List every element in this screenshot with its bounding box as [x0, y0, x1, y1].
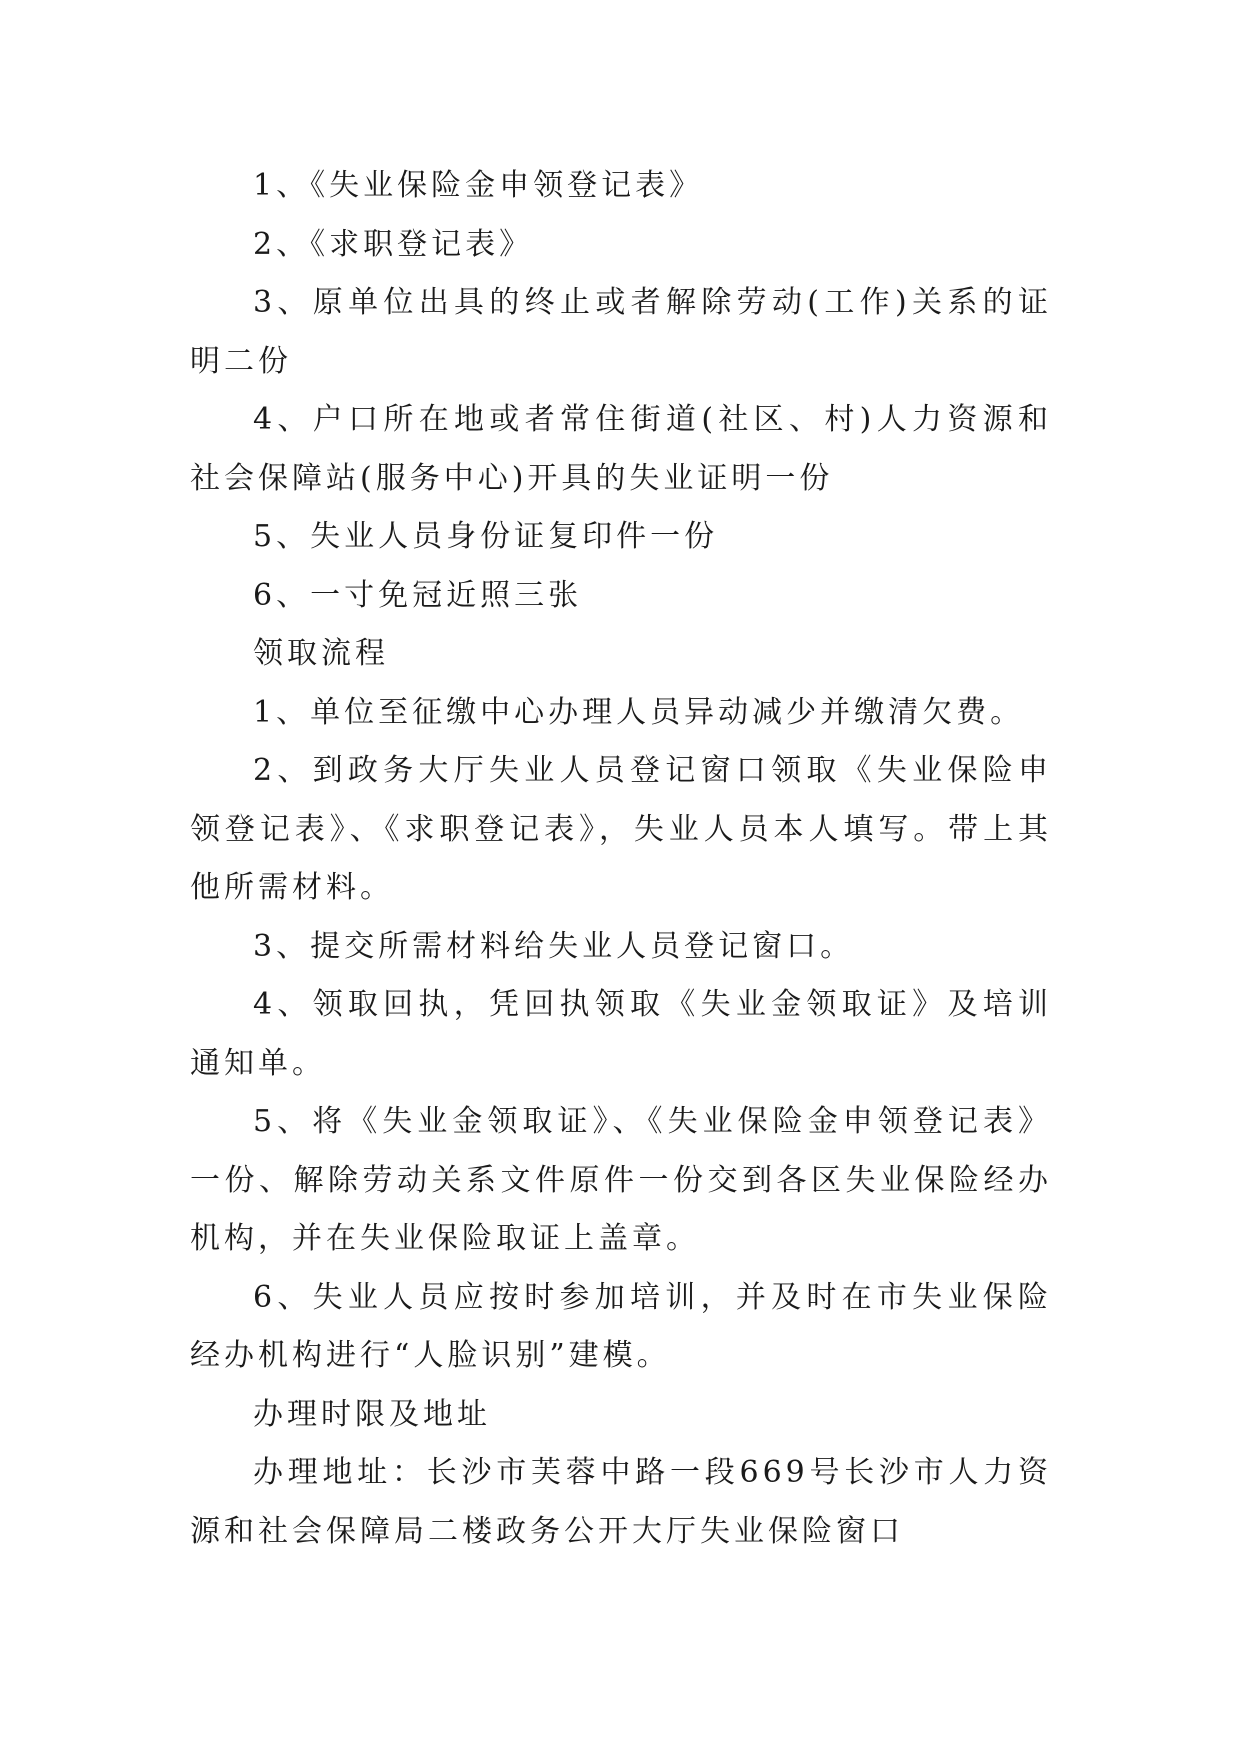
- process-step-3: 3、提交所需材料给失业人员登记窗口。: [253, 928, 855, 964]
- process-step-6: 6、失业人员应按时参加培训，并及时在市失业保险经办机构进行“人脸识别”建模。: [190, 1279, 1052, 1373]
- material-item-6: 6、一寸免冠近照三张: [253, 577, 583, 613]
- document-body: [190, 157, 1052, 1561]
- process-step-1: 1、单位至征缴中心办理人员异动减少并缴清欠费。: [253, 694, 1025, 730]
- material-item-2: 2、《求职登记表》: [253, 226, 534, 262]
- address-paragraph: 办理地址：长沙市芙蓉中路一段669号长沙市人力资源和社会保障局二楼政务公开大厅失业保险窗口: [190, 1455, 1052, 1549]
- material-item-4: 4、户口所在地或者常住街道(社区、村)人力资源和社会保障站(服务中心)开具的失业证明一份: [190, 402, 1052, 496]
- material-item-3: 3、原单位出具的终止或者解除劳动(工作)关系的证明二份: [190, 285, 1052, 379]
- process-step-2: 2、到政务大厅失业人员登记窗口领取《失业保险申领登记表》、《求职登记表》，失业人员本人填写。带上其他所需材料。: [190, 753, 1052, 905]
- material-item-1: 1、《失业保险金申领登记表》: [253, 168, 704, 203]
- material-item-5: 5、失业人员身份证复印件一份: [253, 519, 719, 554]
- process-heading: 领取流程: [253, 636, 389, 671]
- process-step-4: 4、领取回执，凭回执领取《失业金领取证》及培训通知单。: [190, 987, 1052, 1081]
- process-step-5: 5、将《失业金领取证》、《失业保险金申领登记表》一份、解除劳动关系文件原件一份交到各区失业保险经办机构，并在失业保险取证上盖章。: [190, 1104, 1052, 1256]
- time-address-heading: 办理时限及地址: [253, 1396, 491, 1432]
